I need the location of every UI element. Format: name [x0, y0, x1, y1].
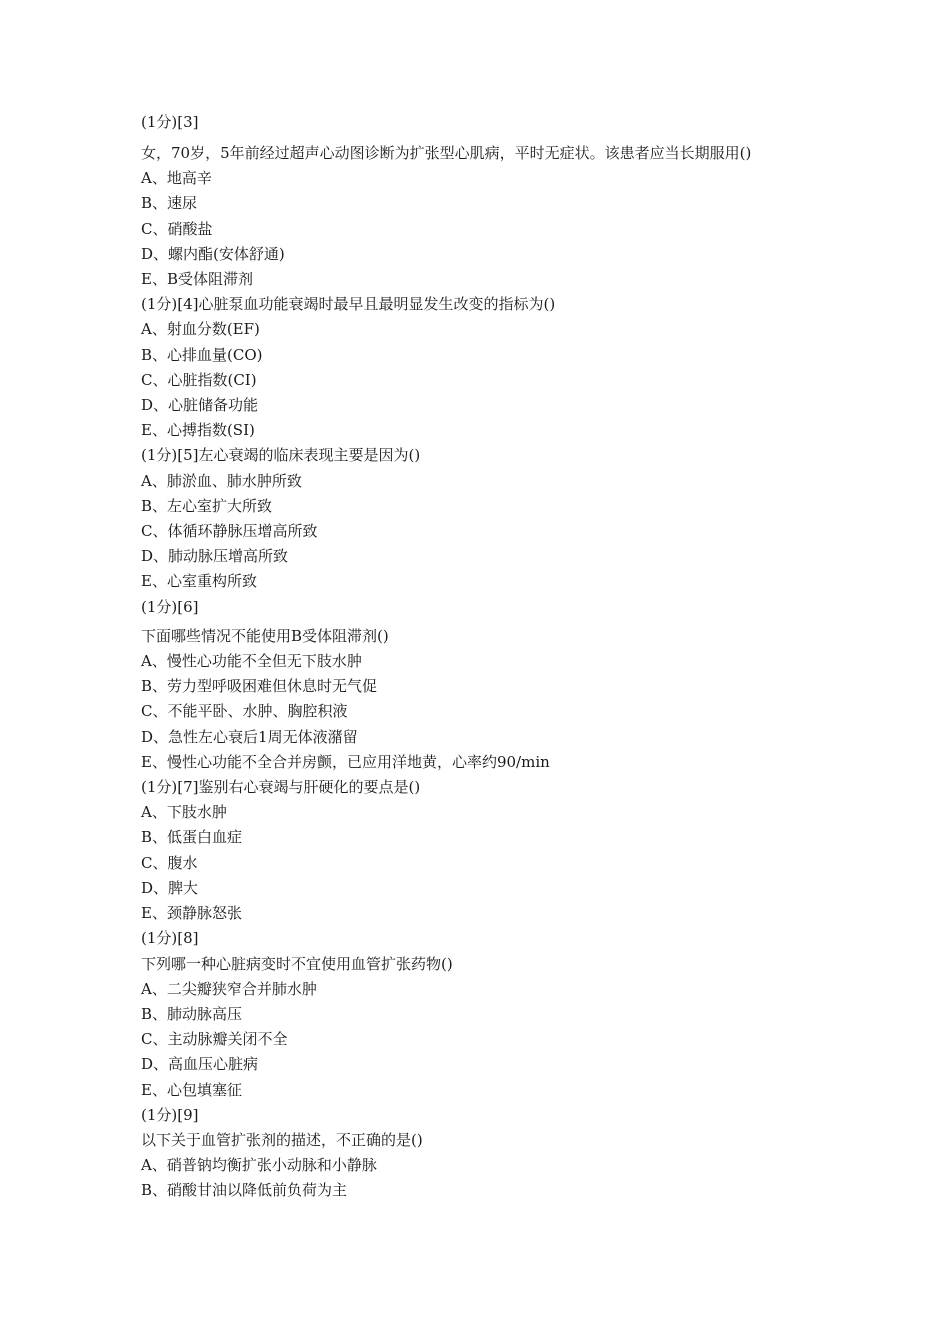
question-header: (1分)[6] [141, 597, 199, 616]
option-b: B、左心室扩大所致 [141, 496, 273, 515]
option-c: C、主动脉瓣关闭不全 [141, 1030, 288, 1049]
option-c: C、心脏指数(CI) [141, 370, 257, 389]
option-d: D、螺内酯(安体舒通) [141, 244, 285, 263]
question-stem: 下面哪些情况不能使用B受体阻滞剂() [141, 626, 389, 645]
option-b: B、低蛋白血症 [141, 828, 243, 847]
option-d: D、心脏储备功能 [141, 396, 259, 415]
option-e: E、心搏指数(SI) [141, 421, 255, 440]
option-a: A、下肢水肿 [141, 803, 227, 822]
question-header: (1分)[8] [141, 929, 199, 948]
question-stem: 女，70岁，5年前经过超声心动图诊断为扩张型心肌病，平时无症状。该患者应当长期服用() [141, 144, 752, 163]
question-stem: 下列哪一种心脏病变时不宜使用血管扩张药物() [141, 954, 453, 973]
option-b: B、肺动脉高压 [141, 1004, 243, 1023]
option-a: A、硝普钠均衡扩张小动脉和小静脉 [141, 1156, 377, 1175]
option-a: A、射血分数(EF) [141, 320, 260, 339]
document-page [141, 110, 809, 1204]
option-c: C、不能平卧、水肿、胸腔积液 [141, 702, 348, 721]
question-header: (1分)[5]左心衰竭的临床表现主要是因为() [141, 446, 421, 465]
option-a: A、慢性心功能不全但无下肢水肿 [141, 652, 362, 671]
question-header: (1分)[3] [141, 113, 199, 131]
option-d: D、脾大 [141, 878, 199, 897]
option-d: D、肺动脉压增高所致 [141, 547, 289, 566]
option-a: A、肺淤血、肺水肿所致 [141, 471, 302, 490]
option-b: B、速尿 [141, 194, 198, 213]
option-e: E、颈静脉怒张 [141, 904, 242, 923]
option-e: E、慢性心功能不全合并房颤，已应用洋地黄，心率约90/min [141, 752, 550, 771]
option-a: A、地高辛 [141, 169, 212, 188]
option-e: E、心包填塞征 [141, 1080, 242, 1099]
question-header: (1分)[4]心脏泵血功能衰竭时最早且最明显发生改变的指标为() [141, 295, 556, 314]
option-d: D、高血压心脏病 [141, 1055, 259, 1074]
question-header: (1分)[9] [141, 1105, 199, 1124]
option-b: B、劳力型呼吸困难但休息时无气促 [141, 677, 378, 696]
option-e: E、心室重构所致 [141, 572, 257, 591]
option-d: D、急性左心衰后1周无体液潴留 [141, 727, 358, 746]
option-a: A、二尖瓣狭窄合并肺水肿 [141, 979, 317, 998]
option-c: C、腹水 [141, 853, 198, 872]
option-e: E、B受体阻滞剂 [141, 270, 253, 289]
option-b: B、心排血量(CO) [141, 345, 263, 364]
option-b: B、硝酸甘油以降低前负荷为主 [141, 1181, 348, 1200]
option-c: C、体循环静脉压增高所致 [141, 522, 318, 541]
question-header: (1分)[7]鉴别右心衰竭与肝硬化的要点是() [141, 778, 421, 797]
option-c: C、硝酸盐 [141, 219, 213, 238]
question-stem: 以下关于血管扩张剂的描述，不正确的是() [141, 1130, 423, 1149]
